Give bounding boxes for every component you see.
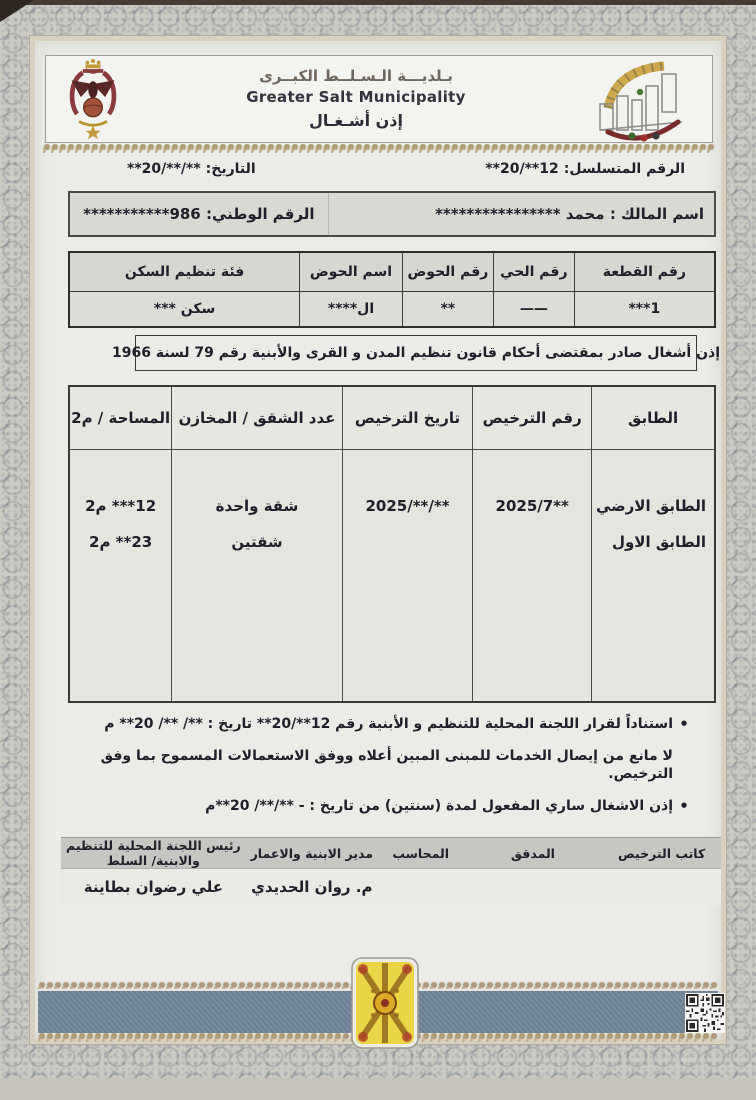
basin-number-value: ** — [402, 292, 493, 328]
col-floor: الطابق — [592, 386, 715, 450]
plot-table-value-row — [69, 292, 715, 328]
signature-value-row — [61, 869, 721, 906]
braid-divider — [43, 144, 715, 153]
license-table-body-row — [69, 450, 715, 703]
auditor-signature — [464, 869, 603, 906]
col-area: المساحة / م2 — [69, 386, 172, 450]
document-title: إذن أشـغـال — [309, 111, 403, 131]
license-table — [68, 385, 716, 703]
note-no-objection: لا مانع من إيصال الخدمات للمبنى المبين أعلاه ووفق الاستعمالات المسموح بما وفق الترخيص. — [100, 747, 673, 782]
national-id-field: الرقم الوطني: 986*********** — [83, 205, 315, 223]
municipality-name-en: Greater Salt Municipality — [246, 88, 466, 107]
plot-table-header-row — [69, 252, 715, 292]
col-buildings-director: مدير الابنية والاعمار — [246, 838, 378, 869]
floor-values: الطابق الارضي الطابق الاول — [592, 450, 715, 703]
col-district-number: رقم الحي — [493, 252, 574, 292]
zoning-category-value: سكن *** — [69, 292, 300, 328]
permit-document — [30, 36, 726, 1044]
col-license-number: رقم الترخيص — [473, 386, 592, 450]
notes-section — [71, 715, 695, 828]
signature-header-row — [61, 838, 721, 869]
col-accountant: المحاسب — [378, 838, 464, 869]
license-table-header-row — [69, 386, 715, 450]
license-date-value: 2025/**/** — [342, 450, 472, 703]
serial-number: الرقم المتسلسل:12**/20** — [485, 161, 685, 177]
signature-table — [61, 837, 721, 905]
jordan-coat-of-arms — [60, 56, 126, 142]
law-statement-text: إذن أشغال صادر بمقتضى أحكام قانون تنظيم المدن و القرى والأبنية رقم 79 لسنة 1966 — [111, 345, 721, 361]
issue-date: التاريخ:**/**/20** — [127, 161, 256, 177]
col-auditor: المدقق — [464, 838, 603, 869]
bullet-icon: • — [679, 796, 689, 815]
license-number-value: 2025/7** — [473, 450, 592, 703]
parcel-number-value: 1*** — [574, 292, 715, 328]
col-apartments-stores: عدد الشقق / المخازن — [172, 386, 343, 450]
serial-date-row — [35, 155, 721, 183]
col-basin-name: اسم الحوض — [300, 252, 403, 292]
col-license-clerk: كاتب الترخيص — [602, 838, 721, 869]
col-basin-number: رقم الحوض — [402, 252, 493, 292]
photo-top-edge — [0, 0, 756, 5]
buildings-director-signature: م. روان الحديدي — [246, 869, 378, 906]
owner-name-field: اسم المالك : محمد **************** — [328, 193, 714, 235]
salt-municipality-logo — [586, 56, 698, 142]
accountant-signature — [378, 869, 464, 906]
col-parcel-number: رقم القطعة — [574, 252, 715, 292]
bullet-icon: • — [679, 715, 689, 733]
hologram-stamp — [351, 957, 419, 1049]
district-number-value: —— — [493, 292, 574, 328]
area-values: 12*** م2 23** م2 — [69, 450, 172, 703]
plot-info-table — [68, 251, 716, 328]
committee-chairman-signature: علي رضوان بطاينة — [61, 869, 246, 906]
qr-code — [685, 993, 725, 1033]
col-committee-chairman: رئيس اللجنة المحلية للتنظيم والابنية/ السلط — [61, 838, 246, 869]
municipality-name-ar: بـلديـــة الـسـلــط الكبــرى — [259, 66, 453, 85]
basin-name-value: ال**** — [300, 292, 403, 328]
owner-info-box — [68, 191, 716, 237]
license-clerk-signature — [602, 869, 721, 906]
note-validity-period: • إذن الاشغال ساري المفعول لمدة (سنتين) من تاريخ : - **/**/ 20**م — [71, 797, 695, 817]
document-header — [45, 55, 713, 143]
col-license-date: تاريخ الترخيص — [342, 386, 472, 450]
note-committee-decision: • استناداً لقرار اللجنة المحلية للتنظيم و الأبنية رقم 12**/20** تاريخ : **/ **/ 20** م — [71, 715, 695, 735]
law-statement-box — [111, 335, 721, 371]
col-zoning-category: فئة تنظيم السكن — [69, 252, 300, 292]
apartments-values: شقة واحدة شقتين — [172, 450, 343, 703]
